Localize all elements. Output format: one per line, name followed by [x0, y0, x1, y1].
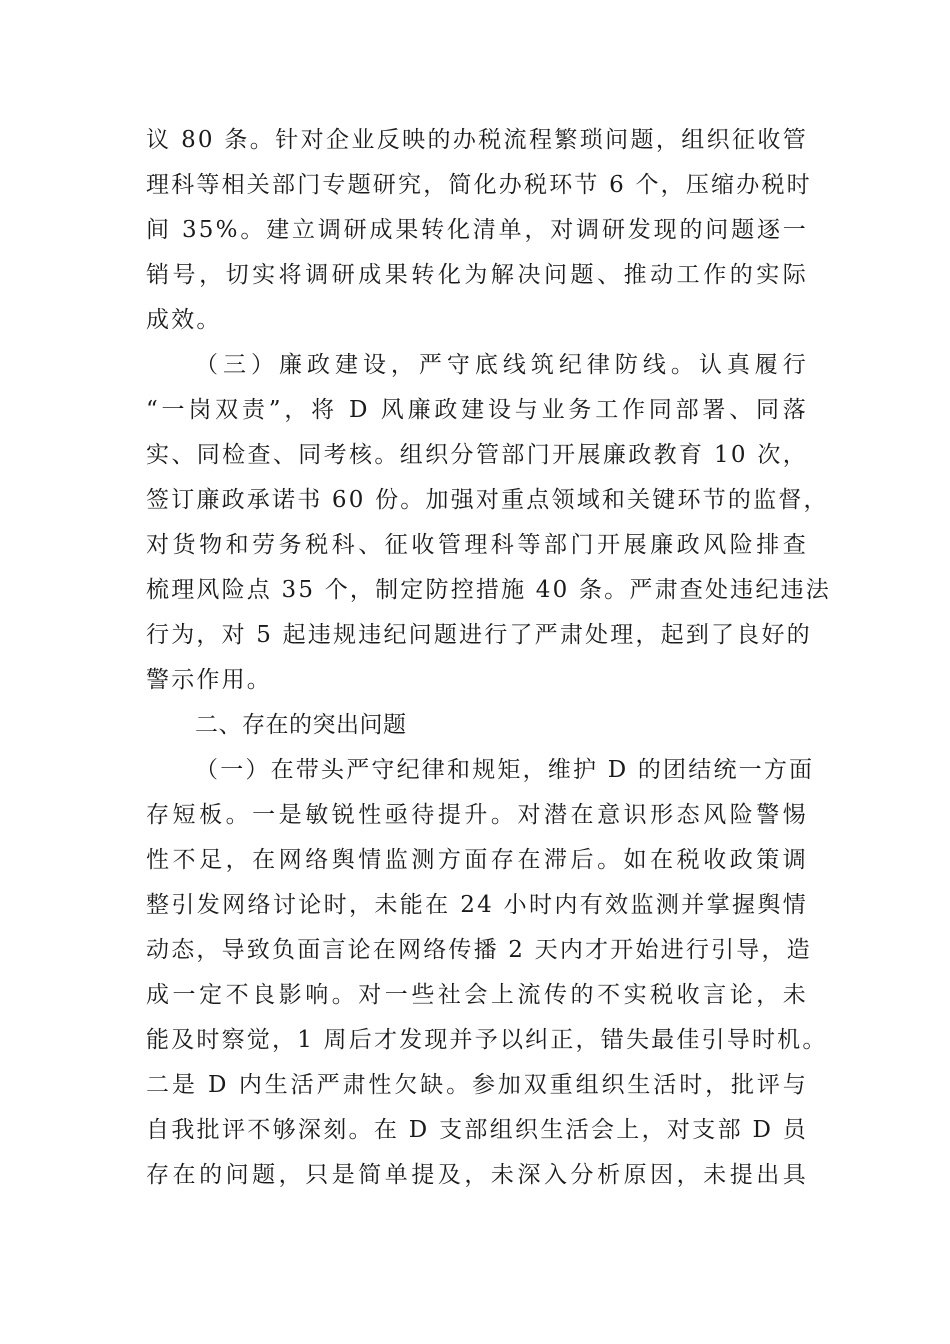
paragraph-line: 议 80 条。针对企业反映的办税流程繁琐问题，组织征收管 [146, 127, 808, 153]
paragraph-line: 存短板。一是敏锐性亟待提升。对潜在意识形态风险警惕 [146, 802, 808, 828]
subsection-heading-1: （一）在带头严守纪律和规矩，维护 D 的团结统一方面 [195, 757, 815, 783]
paragraph-line: 性不足，在网络舆情监测方面存在滞后。如在税收政策调 [146, 847, 808, 873]
paragraph-line: 存在的问题，只是简单提及，未深入分析原因，未提出具 [146, 1162, 808, 1188]
paragraph-line: 实、同检查、同考核。组织分管部门开展廉政教育 10 次， [146, 442, 808, 468]
paragraph-line: 自我批评不够深刻。在 D 支部组织生活会上，对支部 D 员 [146, 1117, 808, 1143]
paragraph-line: 间 35%。建立调研成果转化清单，对调研发现的问题逐一 [146, 217, 808, 243]
paragraph-line: “一岗双责”，将 D 风廉政建设与业务工作同部署、同落 [146, 397, 808, 423]
paragraph-line: 动态，导致负面言论在网络传播 2 天内才开始进行引导，造 [146, 937, 812, 963]
paragraph-line: 销号，切实将调研成果转化为解决问题、推动工作的实际 [146, 262, 808, 288]
paragraph-line: 整引发网络讨论时，未能在 24 小时内有效监测并掌握舆情 [146, 892, 808, 918]
section-heading-3: （三）廉政建设，严守底线筑纪律防线。认真履行 [195, 352, 808, 378]
section-heading: 二、存在的突出问题 [195, 712, 407, 738]
paragraph-line: 行为，对 5 起违规违纪问题进行了严肃处理，起到了良好的 [146, 622, 812, 648]
paragraph-line: 成一定不良影响。对一些社会上流传的不实税收言论，未 [146, 982, 808, 1008]
paragraph-line: 成效。 [146, 307, 222, 333]
paragraph-line: 二是 D 内生活严肃性欠缺。参加双重组织生活时，批评与 [146, 1072, 808, 1098]
paragraph-line: 对货物和劳务税科、征收管理科等部门开展廉政风险排查 [146, 532, 808, 558]
paragraph-line: 签订廉政承诺书 60 份。加强对重点领域和关键环节的监督， [146, 487, 829, 513]
paragraph-line: 能及时察觉，1 周后才发现并予以纠正，错失最佳引导时机。 [146, 1027, 828, 1053]
paragraph-line: 警示作用。 [146, 667, 272, 693]
paragraph-line: 理科等相关部门专题研究，简化办税环节 6 个，压缩办税时 [146, 172, 812, 198]
paragraph-line: 梳理风险点 35 个，制定防控措施 40 条。严肃查处违纪违法 [146, 577, 831, 603]
